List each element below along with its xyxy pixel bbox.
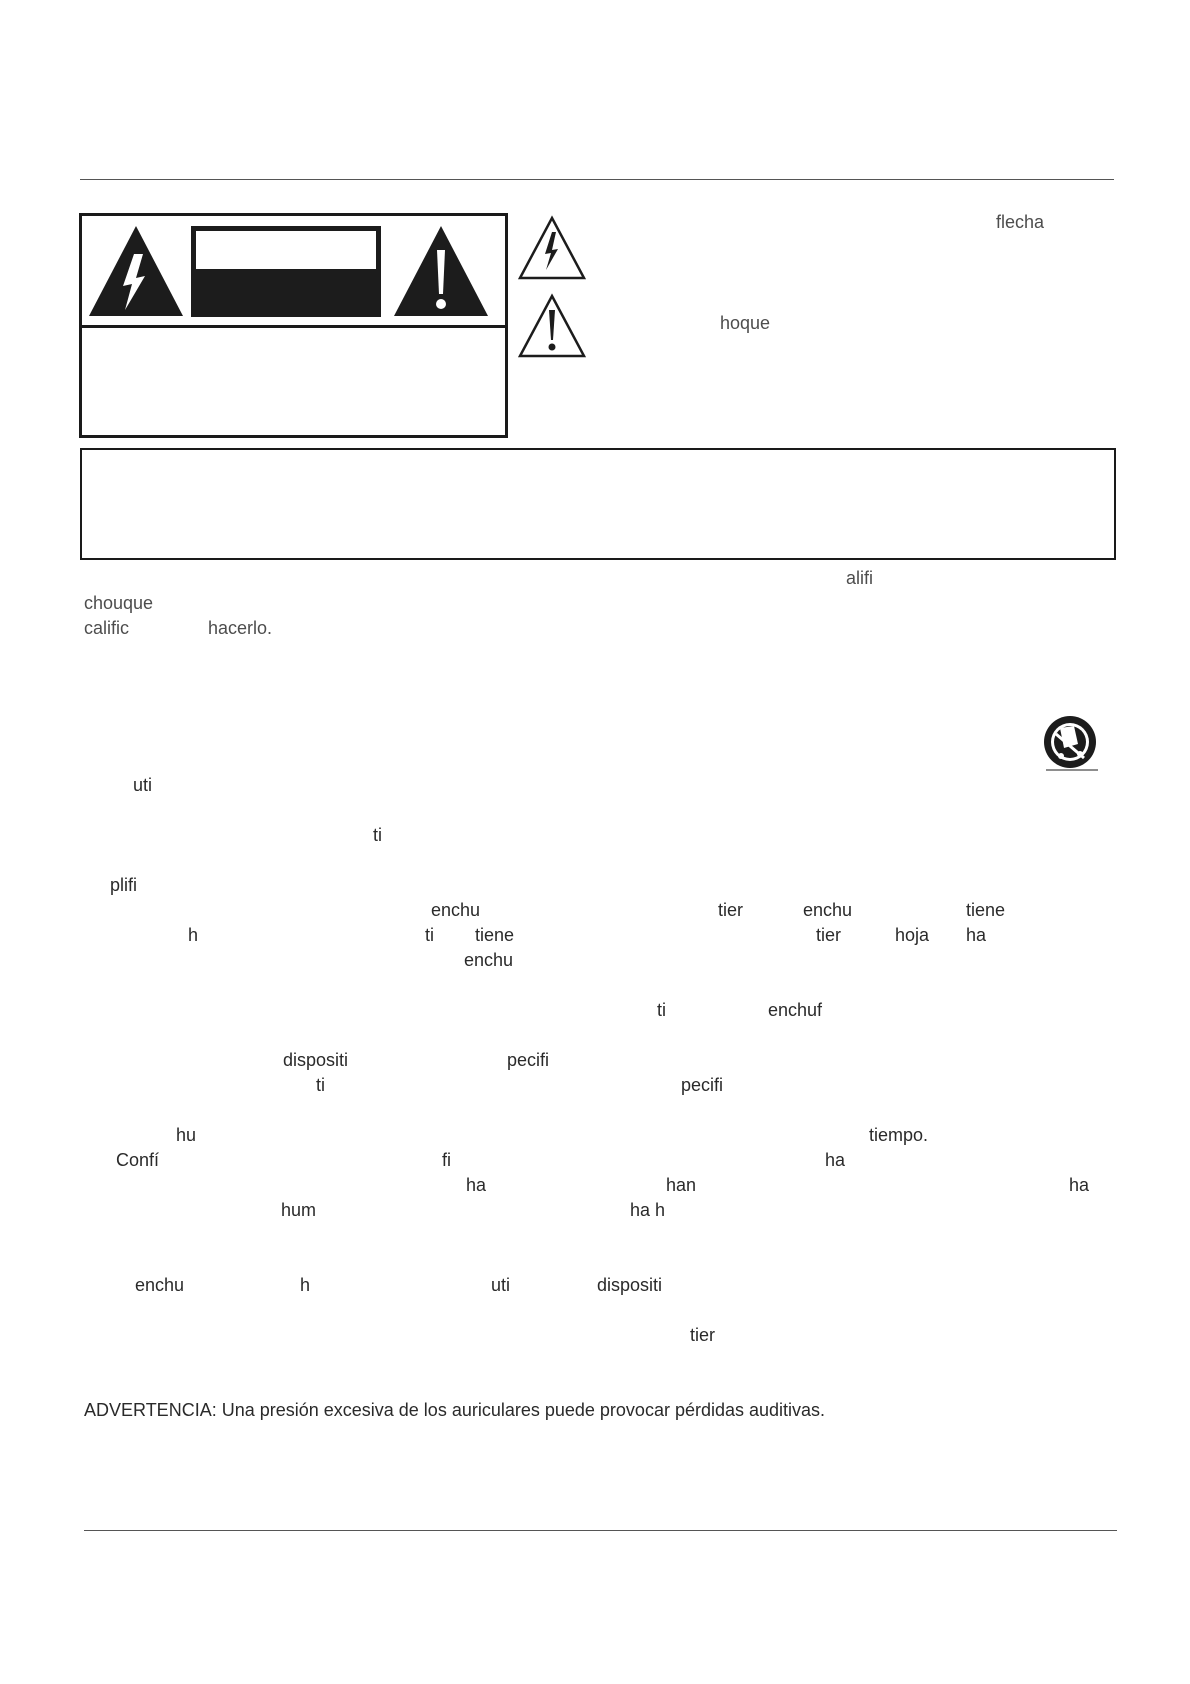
service-fragment: hacerlo.	[208, 618, 273, 638]
instruction-fragment: ti	[373, 825, 382, 845]
legend-fragment: hoque	[720, 313, 771, 333]
service-fragment: chouque	[84, 593, 154, 613]
instruction-fragment: uti	[491, 1275, 511, 1295]
caution-label-divider	[82, 325, 505, 328]
headphone-warning: ADVERTENCIA: Una presión excesiva de los auriculares puede provocar pérdidas auditivas.	[84, 1400, 826, 1420]
caution-label-window	[196, 231, 376, 269]
service-fragment: calific	[84, 618, 130, 638]
instruction-fragment: ti	[425, 925, 434, 945]
instruction-fragment: ha	[825, 1150, 846, 1170]
instruction-fragment: hoja	[895, 925, 930, 945]
cart-tipover-icon	[1040, 714, 1102, 774]
exclamation-triangle-icon	[392, 224, 490, 318]
instruction-fragment: ti	[657, 1000, 666, 1020]
instruction-fragment: pecifi	[681, 1075, 724, 1095]
warning-box	[80, 448, 1116, 560]
instruction-fragment: h	[188, 925, 199, 945]
instruction-fragment: ha	[1069, 1175, 1090, 1195]
service-fragment: alifi	[846, 568, 874, 588]
top-rule	[80, 179, 1114, 180]
instruction-fragment: dispositi	[597, 1275, 663, 1295]
instruction-fragment: ha	[466, 1175, 487, 1195]
instruction-fragment: dispositi	[283, 1050, 349, 1070]
instruction-fragment: tiempo.	[869, 1125, 929, 1145]
instruction-fragment: enchu	[464, 950, 514, 970]
instruction-fragment: h	[300, 1275, 311, 1295]
bottom-rule	[84, 1530, 1117, 1531]
instruction-fragment: han	[666, 1175, 697, 1195]
instruction-fragment: fi	[442, 1150, 451, 1170]
instruction-fragment: ha	[966, 925, 987, 945]
instruction-fragment: uti	[133, 775, 153, 795]
lightning-outline-icon	[518, 216, 586, 280]
instruction-fragment: tiene	[966, 900, 1006, 920]
instruction-fragment: hum	[281, 1200, 317, 1220]
instruction-fragment: plifi	[110, 875, 138, 895]
instruction-fragment: ha h	[630, 1200, 666, 1220]
instruction-fragment: enchu	[431, 900, 481, 920]
instruction-fragment: enchu	[803, 900, 853, 920]
instruction-fragment: hu	[176, 1125, 197, 1145]
instruction-fragment: pecifi	[507, 1050, 550, 1070]
instruction-fragment: enchuf	[768, 1000, 823, 1020]
instruction-fragment: tier	[690, 1325, 716, 1345]
instruction-fragment: Confí	[116, 1150, 160, 1170]
instruction-fragment: tier	[816, 925, 842, 945]
exclamation-outline-icon	[518, 294, 586, 358]
legend-fragment: flecha	[996, 212, 1045, 232]
instruction-fragment: enchu	[135, 1275, 185, 1295]
instruction-fragment: ti	[316, 1075, 325, 1095]
instruction-fragment: tier	[718, 900, 744, 920]
instruction-fragment: tiene	[475, 925, 515, 945]
lightning-triangle-icon	[87, 224, 185, 318]
